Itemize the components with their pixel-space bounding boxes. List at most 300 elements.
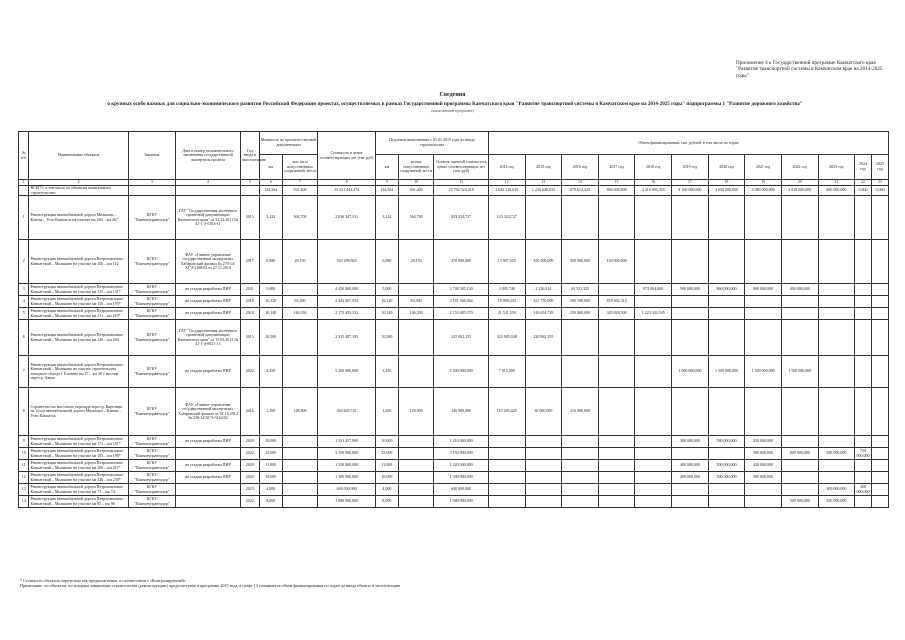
row-year-value: 400 000,000 bbox=[672, 460, 709, 472]
row-year-value bbox=[818, 240, 855, 284]
row-year-value bbox=[855, 460, 872, 472]
total-cap-area: 931,400 bbox=[282, 186, 318, 196]
row-rem-area bbox=[398, 284, 434, 296]
row-year-value: 972 804,600 bbox=[635, 284, 672, 296]
row-year-value bbox=[818, 460, 855, 472]
row-year-value bbox=[672, 308, 709, 320]
header-year-col: 2021 год bbox=[745, 155, 782, 180]
row-year-value bbox=[635, 240, 672, 284]
row-name: Реконструкция автомобильной дороги Петропавловск-Камчатский – Мильково на участке км 150 – км 159* bbox=[29, 296, 128, 308]
row-year-value bbox=[708, 484, 745, 496]
row-year-value: 350 000,000 bbox=[525, 240, 562, 284]
row-rem-km: 8,000 bbox=[375, 496, 398, 508]
row-year-value bbox=[635, 472, 672, 484]
table-row bbox=[19, 448, 889, 460]
row-cap-km: 5,000 bbox=[259, 284, 282, 296]
row-rem-km: 5,000 bbox=[375, 284, 398, 296]
row-year-value bbox=[635, 460, 672, 472]
row-year-value: 750 000,000 bbox=[856, 448, 870, 458]
footnote-remark: Примечание: по объектам, по которым завершение строительства (реконструкции) предусмотрено в программе 2015 года, в графе 14 указывается объем финансирования по годам до ввода объекта в эксплуатацию bbox=[20, 583, 401, 588]
row-cap-area bbox=[282, 496, 318, 508]
row-year-value bbox=[871, 496, 888, 508]
row-year-value: 21 531,559 bbox=[488, 308, 525, 320]
row-cap-km: 10,000 bbox=[259, 436, 282, 448]
row-year-value: 250 000,000 bbox=[745, 436, 782, 448]
row-year-value: 860 000,000 bbox=[708, 284, 745, 296]
row-cap-km: 11,000 bbox=[259, 460, 282, 472]
row-rem-km: 10,000 bbox=[375, 472, 398, 484]
row-year-value bbox=[672, 196, 709, 240]
row-year-value bbox=[598, 356, 635, 388]
row-customer: КГКУ "Камчатуправтодор" bbox=[128, 484, 175, 496]
column-number: 8 bbox=[318, 180, 376, 186]
total-row bbox=[19, 186, 889, 196]
row-year-value: 580 000,000 bbox=[708, 436, 745, 448]
row-rem-area: 28,150 bbox=[398, 240, 434, 284]
row-year-value: 818 602,314 bbox=[598, 296, 635, 308]
row-year-value bbox=[855, 284, 872, 296]
row-year-value bbox=[598, 448, 635, 460]
row-year-value bbox=[818, 296, 855, 308]
row-cap-area: 564,700 bbox=[282, 196, 318, 240]
column-number: 20 bbox=[781, 180, 818, 186]
column-number: 22 bbox=[855, 180, 872, 186]
row-year-value bbox=[562, 196, 599, 240]
row-year-value bbox=[708, 196, 745, 240]
table-row bbox=[19, 496, 889, 508]
row-name: Реконструкция автомобильной дороги Петропавловск-Камчатский – Мильково на участке км 211 – км 219* bbox=[29, 308, 128, 320]
header-capacity: Мощность по проектно-сметной документации bbox=[259, 132, 318, 155]
row-customer: КГКУ "Камчатуправтодор" bbox=[128, 448, 175, 460]
row-cap-km: 10,580 bbox=[259, 320, 282, 356]
row-name: Реконструкция автомобильной дороги Петропавловск-Камчатский – Мильково на участке км 100 – км 112 bbox=[29, 240, 128, 284]
row-year-value bbox=[871, 388, 888, 436]
row-year-value: 500 000,000 bbox=[781, 496, 818, 508]
header-year-col: 2025 год bbox=[871, 155, 888, 180]
row-cap-area: 28,150 bbox=[282, 240, 318, 284]
row-customer: КГКУ "Камчатуправтодор" bbox=[128, 296, 175, 308]
column-number: 1 bbox=[19, 180, 29, 186]
row-year-value: 300 000,000 bbox=[856, 484, 870, 494]
row-year-value bbox=[781, 460, 818, 472]
row-year: 2021 bbox=[240, 284, 259, 296]
table-row bbox=[19, 284, 889, 296]
row-year-value: 123 324,727 bbox=[488, 196, 525, 240]
row-rem-km: 11,000 bbox=[375, 460, 398, 472]
row-rem-cost: 1 320 000,000 bbox=[434, 460, 488, 472]
table-row bbox=[19, 240, 889, 284]
total-year-value: 860 000,000 bbox=[598, 186, 635, 196]
row-customer: КГКУ "Камчатуправтодор" bbox=[128, 240, 175, 284]
row-year-value bbox=[562, 448, 599, 460]
row-year-value bbox=[818, 284, 855, 296]
row-cap-km: 10,140 bbox=[259, 308, 282, 320]
row-year-value bbox=[672, 296, 709, 308]
document-heading: Сведения bbox=[439, 92, 466, 98]
header-year: Год ввода в эксплуатацию bbox=[240, 132, 259, 180]
row-num: 12 bbox=[19, 472, 29, 484]
row-rem-cost: 1 300 000,000 bbox=[434, 472, 488, 484]
row-rem-cost: 923 324,727 bbox=[434, 196, 488, 240]
row-year-value: 1 000 000,000 bbox=[672, 356, 709, 388]
row-year-value bbox=[562, 472, 599, 484]
row-cap-km: 16,120 bbox=[259, 296, 282, 308]
row-customer: КГКУ "Камчатуправтодор" bbox=[128, 460, 175, 472]
row-year-value bbox=[855, 472, 872, 484]
row-year-value bbox=[855, 356, 872, 388]
row-year: 2022 bbox=[240, 496, 259, 508]
row-year-value bbox=[525, 472, 562, 484]
column-number: 18 bbox=[708, 180, 745, 186]
row-year-value bbox=[708, 320, 745, 356]
column-number: 15 bbox=[598, 180, 635, 186]
row-year-value: 18 990,243 bbox=[488, 296, 525, 308]
row-year-value bbox=[635, 448, 672, 460]
row-num: 3 bbox=[19, 284, 29, 296]
row-year-value: 400 000,000 bbox=[672, 472, 709, 484]
row-year-value bbox=[672, 448, 709, 460]
row-cap-km: 4,000 bbox=[259, 484, 282, 496]
row-year-value bbox=[871, 308, 888, 320]
row-cap-area bbox=[282, 460, 318, 472]
row-customer: КГКУ "Камчатуправтодор" bbox=[128, 496, 175, 508]
row-year-value: 800 000,000 bbox=[781, 448, 818, 460]
row-cap-km: 10,000 bbox=[259, 472, 282, 484]
row-rem-area bbox=[398, 460, 434, 472]
header-cap-area: тыс. кв.м искусственных сооружений, м/п.м bbox=[282, 155, 318, 180]
row-rem-cost: 1 210 000,000 bbox=[434, 436, 488, 448]
row-name: Реконструкция автомобильной дороги Петропавловск-Камчатский – Мильково на участке км 85 – км 96 bbox=[29, 496, 128, 508]
row-year-value bbox=[598, 284, 635, 296]
column-number: 17 bbox=[672, 180, 709, 186]
row-cap-area bbox=[282, 356, 318, 388]
header-year-col: 2019 год bbox=[672, 155, 709, 180]
row-year-value bbox=[635, 388, 672, 436]
row-cost: 1 300 000,000 bbox=[318, 472, 376, 484]
row-num: 9 bbox=[19, 436, 29, 448]
row-cost: 543 299,943 bbox=[318, 240, 376, 284]
row-year-value: 420 000,000 bbox=[745, 460, 782, 472]
column-number: 16 bbox=[635, 180, 672, 186]
row-year-value: 13 007,525 bbox=[488, 240, 525, 284]
row-rem-area: 146,350 bbox=[398, 308, 434, 320]
row-year-value bbox=[818, 356, 855, 388]
row-cap-area bbox=[282, 448, 318, 460]
row-year-value bbox=[871, 472, 888, 484]
row-year-value bbox=[745, 196, 782, 240]
row-year-value bbox=[781, 436, 818, 448]
total-year-value: 879 612,325 bbox=[562, 186, 599, 196]
header-year-col: 2022 год bbox=[781, 155, 818, 180]
row-cost: 2 443 267,534 bbox=[318, 296, 376, 308]
row-cost: 3 150 000,000 bbox=[318, 448, 376, 460]
row-rem-cost: 225 062,155 bbox=[434, 320, 488, 356]
table-row bbox=[19, 484, 889, 496]
row-cap-area: 128,900 bbox=[282, 388, 318, 436]
total-cap-km: 134,564 bbox=[259, 186, 282, 196]
row-year-value: 1 500 000,000 bbox=[781, 356, 818, 388]
column-number: 3 bbox=[128, 180, 175, 186]
row-year: 2022 bbox=[240, 448, 259, 460]
row-num: 11 bbox=[19, 460, 29, 472]
row-cap-km: 8,000 bbox=[259, 496, 282, 508]
row-year-value bbox=[781, 240, 818, 284]
row-cap-km: 6,080 bbox=[259, 240, 282, 284]
row-rem-area bbox=[398, 356, 434, 388]
row-year-value: 350 000,000 bbox=[562, 240, 599, 284]
row-year-value bbox=[488, 472, 525, 484]
column-number: 9 bbox=[375, 180, 398, 186]
row-year-value bbox=[871, 240, 888, 284]
footnote-cost: * Стоимость объектов определена как предполагаемая, в соответствии с «Контролирующей» bbox=[20, 578, 186, 583]
row-year-value bbox=[488, 496, 525, 508]
row-num: 1 bbox=[19, 196, 29, 240]
row-num: 10 bbox=[19, 448, 29, 460]
row-rem-km: 1,200 bbox=[375, 388, 398, 436]
row-year-value bbox=[871, 448, 888, 460]
row-year-value bbox=[488, 460, 525, 472]
row-year-value bbox=[525, 496, 562, 508]
row-cost: 2 173 493,332 bbox=[318, 308, 376, 320]
row-year-value: 390 190,000 bbox=[562, 296, 599, 308]
row-year-value bbox=[598, 196, 635, 240]
row-cap-km: 3,450 bbox=[259, 356, 282, 388]
row-year-value bbox=[598, 320, 635, 356]
header-year-col: 2015 год bbox=[525, 155, 562, 180]
row-year-value: 500 000,000 bbox=[672, 284, 709, 296]
row-year-value bbox=[525, 448, 562, 460]
projects-table bbox=[18, 131, 889, 508]
header-year-col: 2017 год bbox=[598, 155, 635, 180]
table-row bbox=[19, 388, 889, 436]
row-cap-area bbox=[282, 320, 318, 356]
row-expertise bbox=[175, 448, 240, 460]
row-year-value: 110 265,420 bbox=[488, 388, 525, 436]
row-customer: КГКУ "Камчатуправтодор" bbox=[128, 436, 175, 448]
row-expertise: на стадии разработки ПИР bbox=[175, 460, 240, 472]
row-year-value bbox=[818, 196, 855, 240]
header-year-col: 2023 год bbox=[818, 155, 855, 180]
row-year-value bbox=[525, 460, 562, 472]
row-year-value bbox=[635, 196, 672, 240]
row-year-value bbox=[781, 472, 818, 484]
row-customer: КГКУ "Камчатуправтодор" bbox=[128, 284, 175, 296]
row-name: Реконструкция автомобильной дороги Петропавловск-Камчатский – Мильково на участке км 249 – км 263 bbox=[29, 320, 128, 356]
row-year-value bbox=[598, 472, 635, 484]
row-year-value bbox=[855, 436, 872, 448]
column-number: 14 bbox=[562, 180, 599, 186]
column-number: 10 bbox=[398, 180, 434, 186]
row-year-value: 7 015,000 bbox=[488, 356, 525, 388]
total-year-value: 3 810 000,000 bbox=[781, 186, 818, 196]
table-row bbox=[19, 356, 889, 388]
row-year-value bbox=[745, 496, 782, 508]
column-number: 19 bbox=[745, 180, 782, 186]
row-year: 2018 bbox=[240, 296, 259, 308]
appendix-note: Приложение 4 к Государственной программе Камчатского края "Развитие транспортной системы в Камчатском крае на 2014-2025 годы" bbox=[736, 60, 883, 79]
row-rem-cost: 2 153 485,370 bbox=[434, 308, 488, 320]
row-year-value bbox=[488, 448, 525, 460]
row-year-value bbox=[781, 484, 818, 496]
row-year: 2017 bbox=[240, 240, 259, 284]
row-year-value bbox=[871, 296, 888, 308]
row-rem-cost: 640 000,000 bbox=[434, 484, 488, 496]
row-num: 4 bbox=[19, 296, 29, 308]
row-num: 5 bbox=[19, 308, 29, 320]
row-year-value bbox=[598, 484, 635, 496]
row-year-value: 500 000,000 bbox=[708, 472, 745, 484]
row-year-value bbox=[525, 196, 562, 240]
row-year-value: 300 000,000 bbox=[745, 472, 782, 484]
row-rem-km: 10,140 bbox=[375, 308, 398, 320]
row-customer: КГКУ "Камчатуправтодор" bbox=[128, 356, 175, 388]
row-year: 2022 bbox=[240, 356, 259, 388]
column-number: 2 bbox=[29, 180, 128, 186]
row-expertise: ГАУ "Государственная экспертиза проектной документации Камчатского края" от 15.02.2013 № 41-1-4-0021-13 bbox=[175, 320, 240, 356]
total-year-value: 3 080 000,000 bbox=[745, 186, 782, 196]
row-cost: 1 080 000,000 bbox=[318, 496, 376, 508]
row-rem-cost: 2 181 366,364 bbox=[434, 296, 488, 308]
column-number: 21 bbox=[818, 180, 855, 186]
row-year-value bbox=[672, 388, 709, 436]
row-year-value: 500 000,000 bbox=[745, 448, 782, 460]
row-year-value bbox=[708, 296, 745, 308]
row-year-value: 250 000,000 bbox=[562, 308, 599, 320]
row-num: 14 bbox=[19, 496, 29, 508]
row-name: Реконструкция автомобильной дороги Петропавловск-Камчатский – Мильково на участке строительства западного обхода г. Елизово км 27 – км 30 с мостом через р. Авача bbox=[29, 356, 128, 388]
row-year-value bbox=[562, 484, 599, 496]
column-number: 13 bbox=[525, 180, 562, 186]
row-year-value bbox=[672, 240, 709, 284]
column-number: 5 bbox=[240, 180, 259, 186]
row-expertise bbox=[175, 484, 240, 496]
table-row bbox=[19, 296, 889, 308]
row-year-value bbox=[708, 448, 745, 460]
row-num: 8 bbox=[19, 388, 29, 436]
row-year-value bbox=[871, 196, 888, 240]
row-year-value: 321 750,000 bbox=[525, 296, 562, 308]
row-customer: КГКУ "Камчатуправтодор" bbox=[128, 196, 175, 240]
row-year-value: 500 000,000 bbox=[708, 460, 745, 472]
row-year-value bbox=[855, 240, 872, 284]
row-year-value bbox=[525, 356, 562, 388]
row-year-value bbox=[672, 496, 709, 508]
table-row bbox=[19, 308, 889, 320]
column-number: 6 bbox=[259, 180, 282, 186]
row-year-value bbox=[598, 460, 635, 472]
row-customer: КГКУ "Камчатуправтодор" bbox=[128, 388, 175, 436]
row-expertise: на стадии разработки ПИР bbox=[175, 308, 240, 320]
row-num: 13 bbox=[19, 484, 29, 496]
row-year-value: 200 000,000 bbox=[818, 496, 855, 508]
row-expertise: на стадии разработки ПИР bbox=[175, 472, 240, 484]
row-year-value bbox=[781, 196, 818, 240]
row-year-value bbox=[635, 296, 672, 308]
row-year-value bbox=[855, 388, 872, 436]
row-year-value: 400 000,000 bbox=[781, 284, 818, 296]
row-rem-km: 10,000 bbox=[375, 436, 398, 448]
row-num: 7 bbox=[19, 356, 29, 388]
row-expertise: на стадии разработки ПИР bbox=[175, 356, 240, 388]
row-year-value: 900 000,000 bbox=[745, 284, 782, 296]
row-year-value bbox=[855, 496, 872, 508]
row-rem-area bbox=[398, 496, 434, 508]
header-rem-km: км bbox=[375, 155, 398, 180]
row-year-value bbox=[781, 388, 818, 436]
row-year-value: 1 500 000,000 bbox=[745, 356, 782, 388]
row-rem-area: 564,700 bbox=[398, 196, 434, 240]
row-year-value: 1 223 342,545 bbox=[635, 308, 672, 320]
row-cap-km: 1,200 bbox=[259, 388, 282, 436]
table-row bbox=[19, 196, 889, 240]
row-year-value bbox=[855, 320, 872, 356]
row-year-value bbox=[635, 356, 672, 388]
row-year-value bbox=[562, 460, 599, 472]
total-year-value: 1 236 640,033 bbox=[525, 186, 562, 196]
header-customer: Заказчик bbox=[128, 132, 175, 180]
row-year-value bbox=[781, 308, 818, 320]
row-name: Реконструкция автомобильной дороги Петропавловск-Камчатский – Мильково на участке км 185 – км 198* bbox=[29, 448, 128, 460]
header-name: Наименование объектов bbox=[29, 132, 128, 180]
row-year-value bbox=[818, 308, 855, 320]
row-cap-area bbox=[282, 436, 318, 448]
row-cap-area: 146,350 bbox=[282, 308, 318, 320]
table-row bbox=[19, 436, 889, 448]
row-rem-km: 6,080 bbox=[375, 240, 398, 284]
row-year-value bbox=[635, 320, 672, 356]
row-cost: 264 645,741 bbox=[318, 388, 376, 436]
row-rem-area bbox=[398, 320, 434, 356]
row-customer: КГКУ "Камчатуправтодор" bbox=[128, 308, 175, 320]
row-year: 2018 bbox=[240, 308, 259, 320]
header-remaining: Подлежит выполнению с 01.01.2015 года до ввода строительства bbox=[375, 132, 488, 155]
header-cap-km: км bbox=[259, 155, 282, 180]
column-number: 7 bbox=[282, 180, 318, 186]
row-year: 2020 bbox=[240, 472, 259, 484]
column-number: 4 bbox=[175, 180, 240, 186]
row-num: 6 bbox=[19, 320, 29, 356]
row-year-value bbox=[598, 496, 635, 508]
row-year-value: 345 828,500 bbox=[598, 308, 635, 320]
row-year-value bbox=[708, 240, 745, 284]
row-expertise: ГАУ "Государственная экспертиза проектной документации Камчатского края" от 22.12.2011 № 41-1-3-0163-11 bbox=[175, 196, 240, 240]
row-year-value bbox=[635, 436, 672, 448]
header-year-col: 2016 год bbox=[562, 155, 599, 180]
row-year-value bbox=[745, 308, 782, 320]
row-year-value: 220 062,155 bbox=[525, 320, 562, 356]
row-year-value bbox=[855, 308, 872, 320]
document-subheading: о крупных особо важных для социально-экономического развития Российской Федерации проектах, осуществляемых в рамках Государственной программы Камчатского края "Развитие транспортной системы в Камчатском крае на 2014-2025 годы" подпрограммы 1 "Развитие дорожного хозяйства" bbox=[107, 101, 803, 107]
row-rem-cost: 3 748 585,130 bbox=[434, 284, 488, 296]
row-name: Реконструкция автомобильной дороги Петропавловск-Камчатский – Мильково на участке км 200 – км 211* bbox=[29, 460, 128, 472]
row-rem-cost: 3 150 000,000 bbox=[434, 448, 488, 460]
row-expertise: на стадии разработки ПИР bbox=[175, 296, 240, 308]
header-num: № п/п bbox=[19, 132, 29, 180]
row-name: Реконструкция автомобильной дороги Петропавловск-Камчатский – Мильково на участке км 220 – км 230* bbox=[29, 472, 128, 484]
row-cost: 4 420 000,000 bbox=[318, 284, 376, 296]
row-expertise: на стадии разработки ПИР bbox=[175, 436, 240, 448]
row-year-value: 380 000,000 bbox=[672, 436, 709, 448]
total-year-value: 4 100 000,000 bbox=[672, 186, 709, 196]
row-rem-area bbox=[398, 448, 434, 460]
row-year-value bbox=[871, 436, 888, 448]
row-name: Реконструкция автомобильной дороги Мильково – Ключи – Усть-Камчатск на участке км 263 – км 267 bbox=[29, 196, 128, 240]
row-rem-area bbox=[398, 472, 434, 484]
row-cost: 2 315 487,195 bbox=[318, 320, 376, 356]
row-name: Реконструкция автомобильной дороги Петропавловск-Камчатский – Мильково на участке км 171 – км 181* bbox=[29, 436, 128, 448]
row-expertise: на стадии разработки ПИР bbox=[175, 284, 240, 296]
row-expertise: ФАУ «Главное управление государственной экспертизы» Хабаровский филиал от 01.10.2014 № 238-14/ХГЭ-3162/02 bbox=[175, 388, 240, 436]
